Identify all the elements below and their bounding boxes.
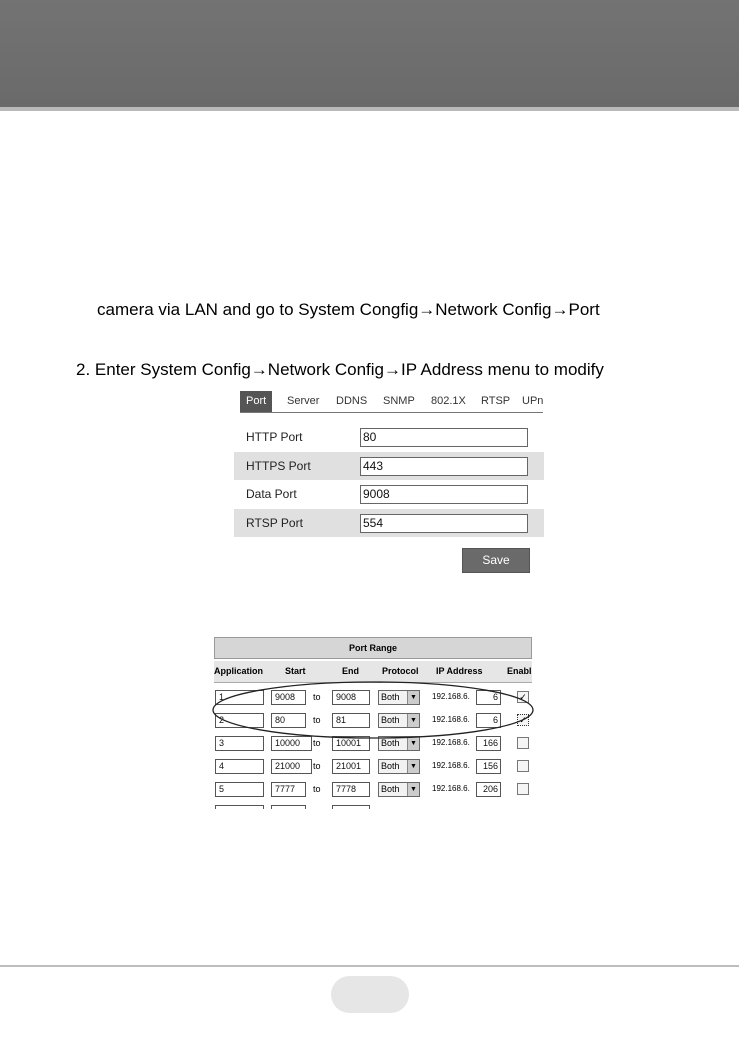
http-port-label: HTTP Port xyxy=(246,430,303,444)
tab-rtsp[interactable]: RTSP xyxy=(481,395,511,407)
protocol-value: Both xyxy=(381,738,400,748)
tab-snmp[interactable]: SNMP xyxy=(383,395,415,407)
start-port-field[interactable] xyxy=(271,805,306,809)
ip-last-octet-field[interactable]: 166 xyxy=(476,736,501,751)
header-ip-address: IP Address xyxy=(436,666,483,676)
protocol-value: Both xyxy=(381,761,400,771)
to-label: to xyxy=(313,784,321,794)
start-port-field[interactable]: 7777 xyxy=(271,782,306,797)
header-end: End xyxy=(342,666,359,676)
chevron-down-icon: ▼ xyxy=(407,714,419,727)
ip-prefix: 192.168.6. xyxy=(432,715,470,724)
port-range-title: Port Range xyxy=(214,637,532,659)
tab-server[interactable]: Server xyxy=(287,395,320,407)
tab-upnp[interactable]: UPn xyxy=(522,395,543,407)
end-port-field[interactable]: 10001 xyxy=(332,736,370,751)
start-port-field[interactable]: 80 xyxy=(271,713,306,728)
protocol-value: Both xyxy=(381,784,400,794)
enable-checkbox[interactable]: ✓ xyxy=(517,714,529,726)
enable-checkbox[interactable]: ✓ xyxy=(517,691,529,703)
footer-divider xyxy=(0,965,739,967)
end-port-field[interactable]: 7778 xyxy=(332,782,370,797)
header-enable: Enabl xyxy=(507,666,532,676)
chevron-down-icon: ▼ xyxy=(407,760,419,773)
https-port-input[interactable]: 443 xyxy=(360,457,528,476)
ip-last-octet-field[interactable]: 6 xyxy=(476,713,501,728)
protocol-select[interactable] xyxy=(378,782,420,797)
table-row xyxy=(214,778,532,801)
instruction-line-2: 2. Enter System Config→Network Config→IP Address menu to modify xyxy=(76,360,604,379)
data-port-label: Data Port xyxy=(246,487,297,501)
header-application: Application xyxy=(214,666,263,676)
ip-prefix: 192.168.6. xyxy=(432,761,470,770)
save-button[interactable]: Save xyxy=(462,548,530,573)
end-port-field[interactable]: 81 xyxy=(332,713,370,728)
end-port-field[interactable]: 21001 xyxy=(332,759,370,774)
table-row xyxy=(214,755,532,778)
protocol-select[interactable] xyxy=(378,759,420,774)
table-row-partial xyxy=(214,801,532,809)
ip-last-octet-field[interactable]: 206 xyxy=(476,782,501,797)
chevron-down-icon: ▼ xyxy=(407,737,419,750)
rtsp-port-label: RTSP Port xyxy=(246,516,303,530)
application-field[interactable] xyxy=(215,805,264,809)
to-label: to xyxy=(313,761,321,771)
application-field[interactable]: 3 xyxy=(215,736,264,751)
application-field[interactable]: 4 xyxy=(215,759,264,774)
application-field[interactable]: 2 xyxy=(215,713,264,728)
https-port-row xyxy=(234,452,544,480)
http-port-input[interactable]: 80 xyxy=(360,428,528,447)
chevron-down-icon: ▼ xyxy=(407,783,419,796)
protocol-value: Both xyxy=(381,715,400,725)
end-port-field[interactable]: 9008 xyxy=(332,690,370,705)
tab-port[interactable]: Port xyxy=(240,391,272,412)
to-label: to xyxy=(313,692,321,702)
application-field[interactable]: 5 xyxy=(215,782,264,797)
ip-last-octet-field[interactable]: 6 xyxy=(476,690,501,705)
end-port-field[interactable] xyxy=(332,805,370,809)
application-field[interactable]: 1 xyxy=(215,690,264,705)
tab-8021x[interactable]: 802.1X xyxy=(431,395,466,407)
protocol-value: Both xyxy=(381,692,400,702)
to-label: to xyxy=(313,738,321,748)
enable-checkbox[interactable] xyxy=(517,783,529,795)
tab-ddns[interactable]: DDNS xyxy=(336,395,368,407)
header-protocol: Protocol xyxy=(382,666,419,676)
rtsp-port-input[interactable]: 554 xyxy=(360,514,528,533)
header-start: Start xyxy=(285,666,306,676)
start-port-field[interactable]: 21000 xyxy=(271,759,312,774)
data-port-input[interactable]: 9008 xyxy=(360,485,528,504)
http-port-row xyxy=(234,423,544,451)
header-band xyxy=(0,0,739,111)
ip-prefix: 192.168.6. xyxy=(432,738,470,747)
to-label: to xyxy=(313,715,321,725)
page-number-badge xyxy=(331,976,409,1013)
port-config-tabs xyxy=(240,391,543,413)
data-port-row xyxy=(234,480,544,508)
highlight-ellipse xyxy=(210,680,540,744)
instruction-line-1: camera via LAN and go to System Congfig→Network Config→Port xyxy=(97,300,600,319)
chevron-down-icon: ▼ xyxy=(407,691,419,704)
start-port-field[interactable]: 9008 xyxy=(271,690,306,705)
rtsp-port-row xyxy=(234,509,544,537)
start-port-field[interactable]: 10000 xyxy=(271,736,312,751)
ip-last-octet-field[interactable]: 156 xyxy=(476,759,501,774)
ip-prefix: 192.168.6. xyxy=(432,692,470,701)
ip-prefix: 192.168.6. xyxy=(432,784,470,793)
enable-checkbox[interactable] xyxy=(517,760,529,772)
https-port-label: HTTPS Port xyxy=(246,459,311,473)
